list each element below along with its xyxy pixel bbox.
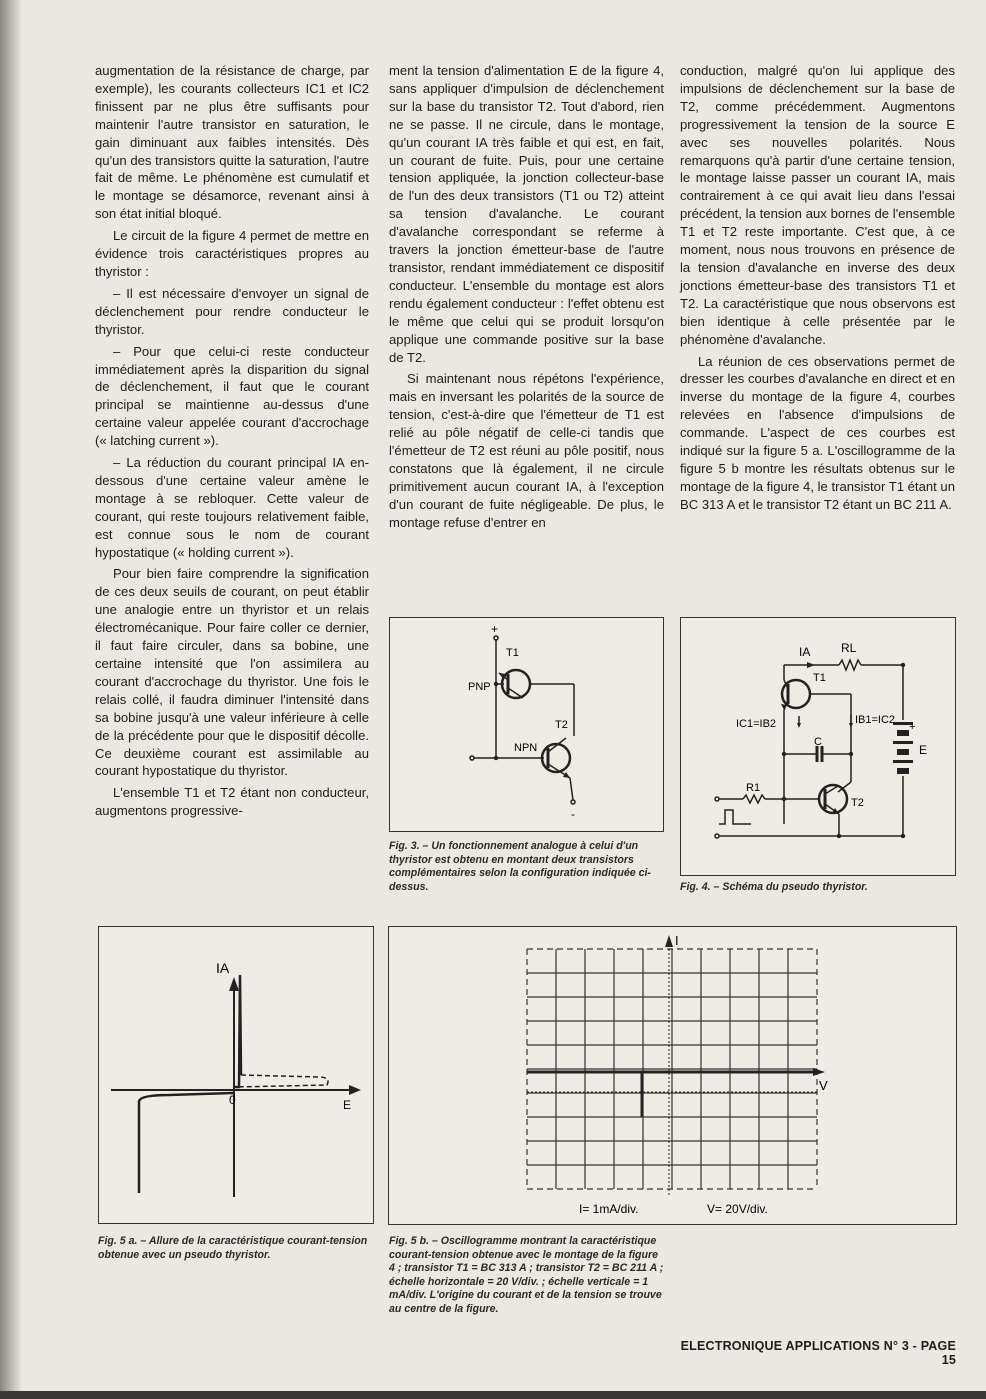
paragraph: La réunion de ces observations permet de dresser les courbes d'avalanche en direct et en inverse du montage de la figure 4, courbes relevées en l'absence d'impulsions de commande. L'aspect de ces courbes est indiqué sur la figure 5 a. L'oscillogramme de la figure 5 b montre les résultats obtenus sur le montage de la figure 4, le transistor T1 étant un BC 313 A et le transistor T2 étant un BC 211 A. xyxy=(680,353,955,512)
figure-3 xyxy=(389,617,664,832)
fig5b-voltage-scale: V= 20V/div. xyxy=(707,1202,768,1216)
fig3-plus-label: + xyxy=(491,622,499,636)
paragraph: – Il est nécessaire d'envoyer un signal de déclenchement pour rendre conducteur le thyristor. xyxy=(95,285,369,337)
text-column-3 xyxy=(680,62,955,514)
paragraph: Si maintenant nous répétons l'expérience, mais en inversant les polarités de la source de tension, c'est-à-dire que l'émetteur de T1 est relié au pôle négatif de celle-ci tandis que l'émetteur de T2 est réuni au pôle positif, nous constatons que là également, il ne circule primitivement aucun courant IA, à l'exception d'un courant de fuite négligeable. De plus, le montage refuse d'entrer en xyxy=(389,371,664,530)
fig5a-x-arrow xyxy=(349,1085,361,1095)
paragraph: – Pour que celui-ci reste conducteur immédiatement après la disparition du signal de déclenchement, il faut que le courant principal se maintienne au-dessus d'une certaine valeur appelée courant d'accrochage (« latching current »). xyxy=(95,343,369,449)
fig5b-v-label: V xyxy=(819,1078,828,1093)
fig3-t1-label: T1 xyxy=(506,647,519,659)
fig5a-y-arrow xyxy=(229,977,239,991)
fig4-ic1-label: IC1=IB2 xyxy=(736,718,777,730)
figure-4 xyxy=(680,617,956,876)
fig5a-caption: Fig. 5 a. – Allure de la caractéristique courant-tension obtenue avec un pseudo thyristor. xyxy=(98,1235,368,1261)
fig4-t2-label: T2 xyxy=(851,797,864,809)
fig5a-ia-label: IA xyxy=(216,960,230,976)
fig4-ib1-label: IB1=IC2 xyxy=(855,714,896,726)
fig5a-chart xyxy=(99,927,373,1223)
page-binding-shadow xyxy=(0,0,22,1399)
paragraph: ment la tension d'alimentation E de la figure 4, sans appliquer d'impulsion de déclenchement sur la base du transistor T2. Tout d'abord, rien ne se passe. Il ne circule, dans le montage, qu'un courant IA très faible et qui est, en fait, un courant de fuite. Puis, pour une certaine tension appliquée, la jonction collecteur-base de l'un des deux transistors (T1 ou T2) atteint sa tension d'avalanche. Le courant d'avalanche correspondant se referme à travers la jonction émetteur-base de l'autre transistor, rendant immédiatement ce dispositif conducteur. L'ensemble du montage est alors rendu également conducteur : l'effet obtenu est le même que celui qui se produit lorsqu'on applique une commande positive sur la base de T2. xyxy=(389,63,664,365)
paragraph: Le circuit de la figure 4 permet de mettre en évidence trois caractéristiques propres au thyristor : xyxy=(95,228,369,279)
page-bottom-shadow xyxy=(0,1391,986,1399)
figure-5b xyxy=(388,926,957,1225)
fig4-t1-label: T1 xyxy=(813,672,826,684)
fig3-pnp-label: PNP xyxy=(468,681,491,693)
paragraph: – La réduction du courant principal IA en-dessous d'une certaine valeur amène le montage à se rebloquer. Cette valeur de courant, qui reste toujours relativement faible, est connue sous le nom de courant hypostatique (« holding current »). xyxy=(95,455,369,560)
fig3-caption: Fig. 3. – Un fonctionnement analogue à celui d'un thyristor est obtenu en montant deux transistors complémentaires selon la configuration indiquée ci-dessus. xyxy=(389,840,651,893)
fig5a-holding-curve xyxy=(235,1075,328,1087)
paragraph: Pour bien faire comprendre la signification de ces deux seuils de courant, on peut établir une analogie entre un thyristor et un relais électromécanique. Pour faire coller ce dernier, il faut faire circuler, dans sa bobine, une certaine intensité que l'on assimilera au courant d'accrochage du thyristor. Une fois le relais collé, il faudra diminuer l'intensité dans sa bobine jusqu'à une valeur inférieure à celle de la précédente pour que le dispositif décolle. Ce deuxième courant est assimilable au courant hypostatique du thyristor. xyxy=(95,566,369,779)
fig5a-forward-branch xyxy=(234,975,241,1087)
fig4-r1-label: R1 xyxy=(746,782,761,794)
fig3-t2-label: T2 xyxy=(555,719,568,731)
page-footer: ELECTRONIQUE APPLICATIONS N° 3 - PAGE 15 xyxy=(680,1339,956,1367)
fig4-schematic xyxy=(681,618,955,875)
figure-5a xyxy=(98,926,374,1224)
fig5b-current-scale: I= 1mA/div. xyxy=(579,1202,639,1216)
paragraph: L'ensemble T1 et T2 étant non conducteur, augmentons progressive- xyxy=(95,785,369,819)
fig4-c-label: C xyxy=(814,736,822,748)
fig3-npn-label: NPN xyxy=(514,742,538,754)
fig5b-oscillogram xyxy=(389,927,956,1224)
fig5a-zero-label: 0 xyxy=(229,1093,236,1107)
fig5b-i-arrow xyxy=(665,935,673,947)
fig4-rl-label: RL xyxy=(841,641,857,655)
paragraph: conduction, malgré qu'on lui applique des impulsions de déclenchement sur la base de T2, comme précédemment. Augmentons progressivement la tension de la source E avec ses nouvelles polarités. Nous remarquons qu'à partir d'une certaine tension, le montage laisse passer un courant IA, mais contrairement à ce qui avait lieu dans l'essai précédent, la tension aux bornes de l'ensemble T1 et T2 reste importante. C'est que, à ce moment, nous nous trouvons en présence de la tension d'avalanche en inverse des deux jonctions émetteur-base des transistors T1 et T2. La caractéristique que nous observons est bien identique à celle présentée par le phénomène d'avalanche. xyxy=(680,63,955,347)
fig5b-caption: Fig. 5 b. – Oscillogramme montrant la caractéristique courant-tension obtenue avec le montage de la figure 4 ; transistor T1 = BC 313 A ; transistor T2 = BC 211 A ; échelle horizontale = 20 V/div. ; échelle verticale = 1 mA/div. L'origine du courant et de la tension se trouve au centre de la figure. xyxy=(389,1235,664,1315)
fig5a-reverse-branch xyxy=(139,1093,233,1193)
fig3-schematic xyxy=(390,618,663,831)
fig5b-i-label: I xyxy=(675,933,679,948)
fig4-plus-label: + xyxy=(909,721,916,733)
fig5a-e-label: E xyxy=(343,1098,352,1112)
paragraph: augmentation de la résistance de charge, par exemple), les courants collecteurs IC1 et IC2 finissent par ne plus être suffisants pour maintenir l'autre transistor en saturation, le gain diminuant aux faibles intensités. Dès qu'un des transistors quitte la saturation, l'autre fait de même. Le phénomène est cumulatif et le montage se désamorce, revenant ainsi à son état initial bloqué. xyxy=(95,63,369,222)
fig4-caption: Fig. 4. – Schéma du pseudo thyristor. xyxy=(680,881,868,893)
fig4-ia-label: IA xyxy=(799,645,811,659)
fig4-e-label: E xyxy=(919,743,928,757)
fig5b-v-arrow xyxy=(813,1068,825,1076)
text-column-2 xyxy=(389,62,664,532)
fig3-minus-label: - xyxy=(571,807,575,821)
text-column-1 xyxy=(95,62,369,820)
